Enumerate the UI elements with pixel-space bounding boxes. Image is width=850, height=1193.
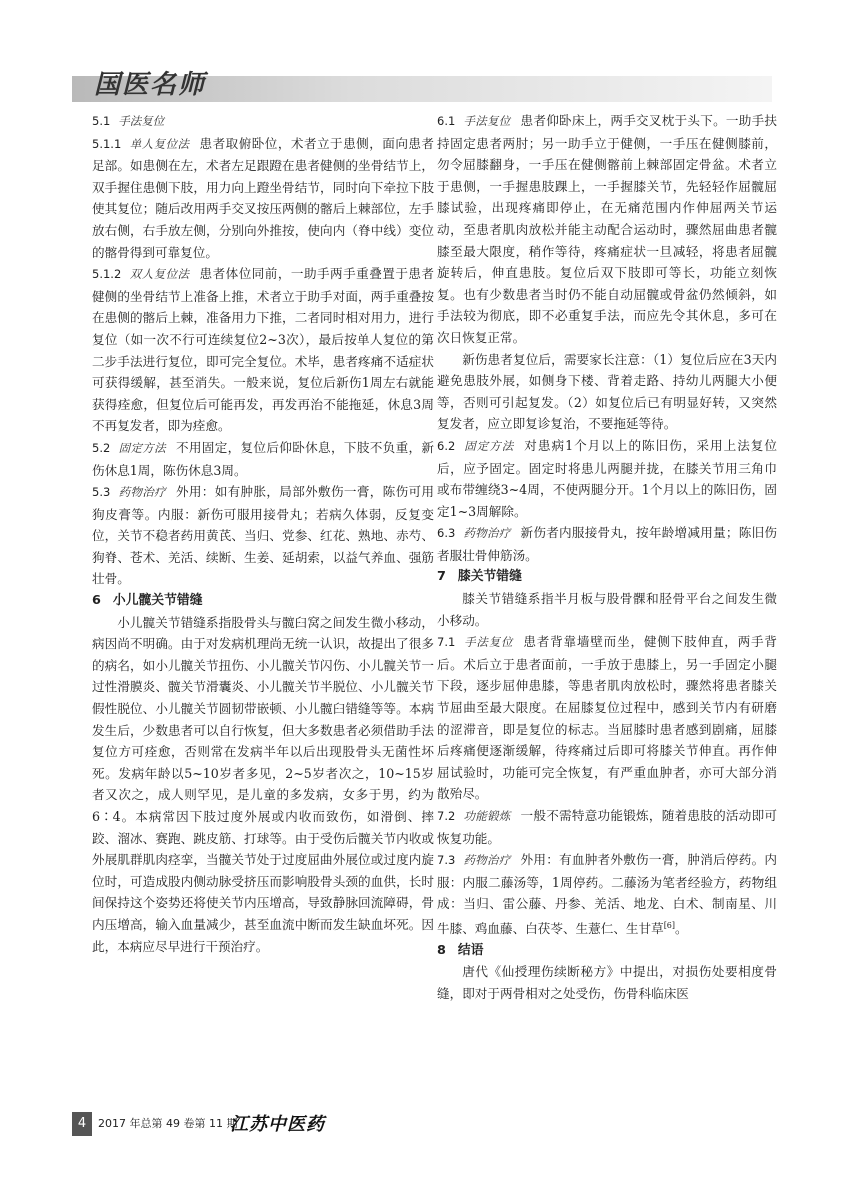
column-title: 国医名师 — [94, 70, 207, 100]
subsection-paragraph — [92, 437, 434, 481]
subsection-title: 药物治疗 — [463, 853, 511, 868]
section-heading — [437, 566, 777, 588]
journal-name: 江苏中医药 — [230, 1114, 325, 1135]
body-text: 外用：有血肿者外敷伤一膏，肿消后停药。内服：内服二藤汤等，1周停药。二藤汤为笔者经验方，药物组成：当归、雷公藤、丹参、羌活、地龙、白术、制南星、川牛膝、鸡血藤、白茯苓、生薏仁、生甘草 — [437, 852, 778, 937]
subsection-title: 手法复位 — [463, 114, 511, 128]
section-title: 结语 — [457, 942, 484, 958]
body-text: 患者体位同前，一助手两手重叠置于患者健侧的坐骨结节上准备上推，术者立于助手对面，两手重叠按在患侧的髂后上棘，准备用力下推，二者同时相对用力，进行复位（如一次不行可连续复位2~3次），最后按单人复位的第二步手法进行复位，即可完全复位。术毕，患者疼痛不适症状可获得缓解，甚至消失。一般来说，复位后新伤1周左右就能获得痊愈，但复位后可能再发，再发再治不能拖延，休息3周不再复发者，即为痊愈。 — [92, 266, 435, 434]
subsection-title: 药物治疗 — [118, 485, 166, 500]
subsection-paragraph — [437, 435, 777, 522]
subsection-number: 7.3 — [437, 853, 456, 868]
section-number: 7 — [437, 569, 446, 585]
body-text: 患者仰卧床上，两手交叉枕于头下。一助手扶持固定患者两肘；另一助手立于健侧，一手压在健侧膝前，勿令屈膝翻身，一手压在健侧髂前上棘部固定骨盆。术者立于患侧，一手握患肢踝上，一手握膝关节，先轻轻作屈髋屈膝试验，出现疼痛即停止，在无痛范围内作伸屈两关节运动，至患者肌肉放松并能主动配合运动时，骤然屈曲患者髋膝至最大限度，稍作等待，疼痛症状一旦减轻，将患者屈髋旋转后，伸直患肢。复位后双下肢即可等长，功能立刻恢复。也有少数患者当时仍不能自动屈髋或骨盆仍然倾斜，如手法较为彻底，即不必重复手法，而应先令其休息，多可在次日恢复正常。 — [437, 113, 778, 345]
citation-ref: [6] — [663, 920, 676, 930]
subsection-title: 药物治疗 — [463, 526, 511, 541]
body-text: 唐代《仙授理伤续断秘方》中提出，对损伤处要相度骨缝，即对于两骨相对之处受伤，伤骨科临床医 — [437, 964, 777, 1001]
section-title: 小儿髋关节错缝 — [112, 593, 203, 609]
subsection-paragraph — [92, 481, 434, 590]
body-paragraph — [437, 588, 777, 631]
left-column — [92, 110, 434, 957]
subsection-paragraph — [437, 631, 777, 805]
subsection-number: 7.2 — [437, 809, 456, 823]
body-text-tail: 。 — [675, 921, 688, 937]
body-text: 外用：如有肿胀，局部外敷伤一膏，陈伤可用狗皮膏等。内服：新伤可服用接骨丸；若病久体弱，反复变位，关节不稳者药用黄芪、当归、党参、红花、熟地、赤芍、狗脊、苍术、羌活、续断、生姜、延胡索，以益气养血、强筋壮骨。 — [92, 484, 435, 587]
subsection-title: 单人复位法 — [129, 136, 190, 151]
body-text: 对患病1个月以上的陈旧伤，采用上法复位后，应予固定。固定时将患儿两腿并拢，在膝关节用三角巾或布带缠绕3~4周，不使两腿分开。1个月以上的陈旧伤，固定1~3周解除。 — [437, 437, 777, 519]
issue-info: 2017 年总第 49 卷第 11 期 — [98, 1117, 238, 1130]
subsection-number: 5.1.1 — [92, 136, 122, 151]
subsection-title: 功能锻炼 — [463, 809, 511, 823]
subsection-paragraph — [92, 133, 434, 264]
section-number: 6 — [92, 593, 101, 609]
body-text: 一般不需特意功能锻炼，随着患肢的活动即可恢复功能。 — [437, 808, 778, 846]
subsection-number: 6.2 — [437, 438, 456, 453]
body-text: 新伤者内服接骨丸，按年龄增减用量；陈旧伤者服壮骨伸筋汤。 — [437, 525, 778, 563]
section-title: 膝关节错缝 — [457, 569, 522, 585]
subsection-paragraph — [437, 522, 777, 566]
subsection-number: 5.3 — [92, 485, 111, 500]
body-paragraph — [437, 961, 777, 1004]
section-heading — [92, 590, 434, 612]
section-heading — [437, 940, 777, 962]
right-column — [437, 110, 777, 1005]
subsection-number: 5.1.2 — [92, 267, 122, 282]
subsection-paragraph — [92, 263, 434, 437]
subsection-number: 5.1 — [92, 114, 111, 128]
body-text: 患者取俯卧位，术者立于患侧，面向患者足部。如患侧在左，术者左足跟蹬在患者健侧的坐骨结节上，双手握住患侧下肢，用力向上蹬坐骨结节，同时向下牵拉下肢使其复位；随后改用两手交叉按压两侧的髂后上棘部位，左手放右侧，右手放左侧，分别向外推按，使向内（脊中线）变位的髂骨得到可靠复位。 — [92, 135, 435, 260]
subsection-paragraph — [92, 110, 434, 133]
subsection-number: 7.1 — [437, 635, 456, 650]
subsection-paragraph — [437, 849, 777, 940]
subsection-paragraph — [437, 110, 777, 349]
subsection-title: 手法复位 — [118, 114, 165, 128]
body-text: 新伤患者复位后，需要家长注意：（1）复位后应在3天内避免患肢外展，如侧身下楼、背着走路、持幼儿两腿大小便等，否则可引起复发。（2）如复位后已有明显好转，又突然复发者，应立即复诊复治，不要拖延等待。 — [437, 351, 777, 432]
subsection-number: 5.2 — [92, 440, 111, 455]
subsection-title: 固定方法 — [463, 438, 515, 453]
subsection-title: 手法复位 — [463, 635, 514, 650]
page-number: 4 — [72, 1112, 92, 1136]
subsection-title: 固定方法 — [118, 440, 166, 455]
body-text: 患者背靠墙壁而坐，健侧下肢伸直，两手背后。术后立于患者面前，一手放于患膝上，另一手固定小腿下段，逐步屈伸患膝，等患者肌肉放松时，骤然将患者膝关节屈曲至最大限度。在屈膝复位过程中，感到关节内有研磨的涩滞音，即是复位的标志。当屈膝时患者感到剧痛，屈膝后疼痛便逐渐缓解，待疼痛过后即可将膝关节伸直。再作伸屈试验时，功能可完全恢复，有严重血肿者，亦可大部分消散殆尽。 — [437, 634, 778, 802]
body-text: 不用固定，复位后仰卧休息，下肢不负重，新伤休息1周，陈伤休息3周。 — [92, 439, 435, 478]
subsection-number: 6.1 — [437, 114, 456, 128]
body-text: 膝关节错缝系指半月板与股骨髁和胫骨平台之间发生微小移动。 — [437, 591, 777, 628]
subsection-title: 双人复位法 — [129, 267, 190, 282]
subsection-paragraph — [437, 805, 777, 849]
section-number: 8 — [437, 942, 446, 958]
subsection-number: 6.3 — [437, 526, 456, 541]
body-paragraph — [92, 612, 434, 958]
body-paragraph — [437, 349, 777, 435]
body-text: 小儿髋关节错缝系指股骨头与髋臼窝之间发生微小移动，病因尚不明确。由于对发病机理尚无统一认识，故提出了很多的病名，如小儿髋关节扭伤、小儿髋关节闪伤、小儿髋关节一过性滑膜炎、髋关节滑囊炎、小儿髋关节半脱位、小儿髋关节假性脱位、小儿髋关节圆韧带嵌顿、小儿髋臼错缝等等。本病发生后，少数患者可以自行恢复，但大多数患者必须借助手法复位方可痊愈，否则常在发病半年以后出现股骨头无菌性坏死。发病年龄以5~10岁者多见，2~5岁者次之，10~15岁者又次之，成人则罕见，是儿童的多发病，女多于男，约为6∶4。本病常因下肢过度外展或内收而致伤，如滑倒、摔跤、溜冰、赛跑、跳皮筋、打球等。由于受伤后髋关节内收或外展肌群肌肉痉挛，当髋关节处于过度屈曲外展位或过度内旋位时，可造成股内侧动脉受挤压而影响股骨头颈的血供，长时间保持这个姿势还将使关节内压增高，导致静脉回流障碍，骨内压增高，输入血量减少，甚至血流中断而发生缺血坏死。因此，本病应尽早进行干预治疗。 — [92, 614, 434, 954]
